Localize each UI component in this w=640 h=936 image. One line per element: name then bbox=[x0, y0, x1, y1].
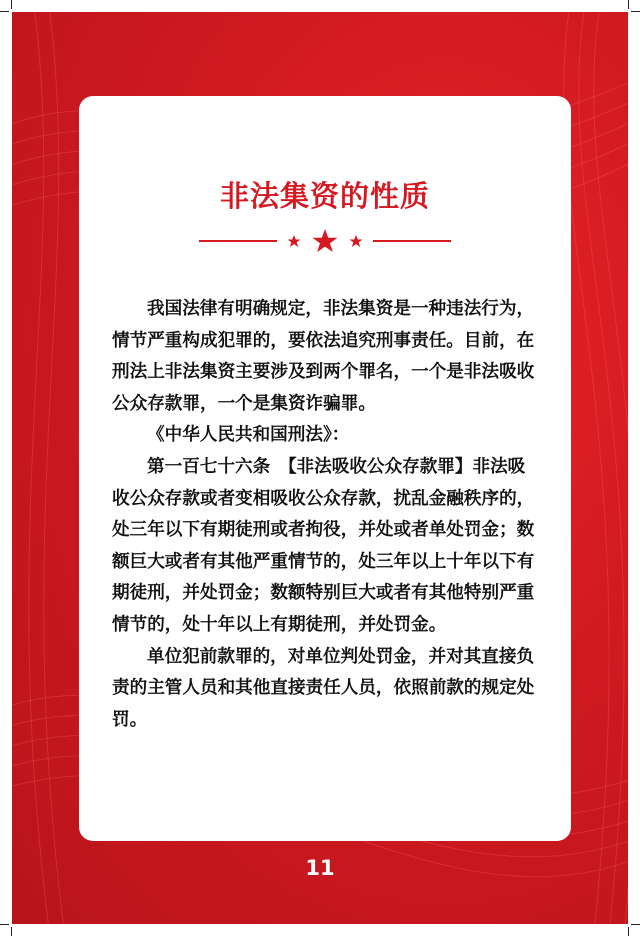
star-icon bbox=[350, 235, 363, 247]
crop-mark bbox=[631, 11, 640, 12]
paragraph-intro: 我国法律有明确规定，非法集资是一种违法行为，情节严重构成犯罪的，要依法追究刑事责任。目前，在刑法上非法集资主要涉及到两个罪名，一个是非法吸收公众存款罪，一个是集资诈骗罪。 bbox=[112, 298, 535, 414]
star-icon bbox=[288, 235, 301, 247]
page-title: 非法集资的性质 bbox=[219, 179, 430, 213]
crop-mark bbox=[628, 927, 629, 936]
crop-mark bbox=[628, 0, 629, 9]
crop-mark bbox=[0, 11, 9, 12]
crop-mark bbox=[11, 927, 12, 936]
paragraph-unit-crime: 单位犯前款罪的，对单位判处罚金，并对其直接负责的主管人员和其他直接责任人员，依照前款的规定处罚。 bbox=[112, 645, 535, 730]
crop-mark bbox=[11, 0, 12, 9]
body-text bbox=[112, 293, 538, 735]
crop-mark bbox=[0, 924, 9, 925]
page-background bbox=[12, 12, 628, 924]
page-number: 11 bbox=[305, 856, 335, 880]
star-icon bbox=[313, 229, 338, 252]
content-card bbox=[79, 96, 571, 841]
crop-mark bbox=[631, 924, 640, 925]
three-stars-divider-icon bbox=[199, 228, 451, 254]
paragraph-law-title: 《中华人民共和国刑法》： bbox=[147, 424, 350, 446]
paragraph-article-176: 第一百七十六条 【非法吸收公众存款罪】非法吸收公众存款或者变相吸收公众存款，扰乱金融秩序的，处三年以下有期徒刑或者拘役，并处或者单处罚金；数额巨大或者有其他严重情节的，处三年以上十年以下有期徒刑，并处罚金；数额特别巨大或者有其他特别严重情节的，处十年以上有期徒刑，并处罚金。 bbox=[112, 455, 535, 635]
